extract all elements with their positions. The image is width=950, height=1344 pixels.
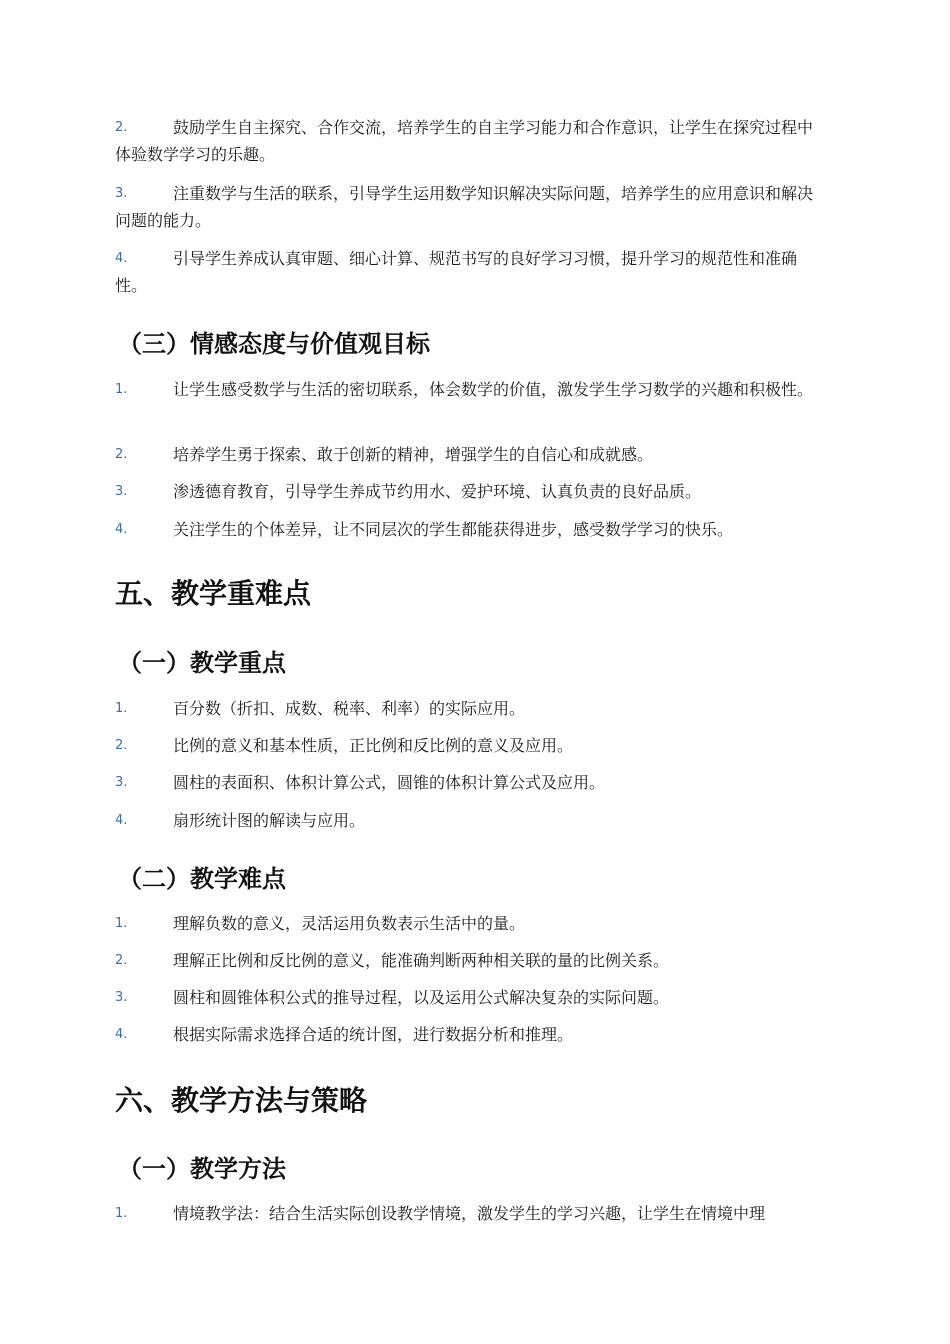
list-number: 2. (115, 953, 128, 968)
chapter-heading: 六、教学方法与策略 (115, 1084, 368, 1117)
list-item (115, 732, 825, 759)
list-item (115, 376, 825, 403)
list-item (115, 516, 825, 543)
list-item-text: 渗透德育教育，引导学生养成节约用水、爱护环境、认真负责的良好品质。 (173, 482, 702, 501)
list-number: 4. (115, 813, 128, 828)
list-number: 3. (115, 990, 128, 1005)
chapter-heading: 五、教学重难点 (115, 577, 312, 610)
list-item-text: 情境教学法：结合生活实际创设教学情境，激发学生的学习兴趣，让学生在情境中理 (173, 1204, 766, 1223)
section-heading: （一）教学方法 (118, 1155, 286, 1183)
list-item-text: 关注学生的个体差异，让不同层次的学生都能获得进步，感受数学学习的快乐。 (173, 520, 734, 539)
list-number: 2. (115, 738, 128, 753)
list-item-text: 注重数学与生活的联系，引导学生运用数学知识解决实际问题，培养学生的应用意识和解决问题的能力。 (115, 184, 814, 230)
list-item (115, 180, 825, 234)
list-item (115, 245, 825, 299)
list-number: 3. (115, 186, 128, 201)
list-item-text: 让学生感受数学与生活的密切联系，体会数学的价值，激发学生学习数学的兴趣和积极性。 (173, 380, 814, 399)
list-item-text: 比例的意义和基本性质，正比例和反比例的意义及应用。 (173, 736, 574, 755)
list-item-text: 理解正比例和反比例的意义，能准确判断两种相关联的量的比例关系。 (173, 951, 670, 970)
section-heading: （二）教学难点 (118, 865, 286, 893)
list-number: 1. (115, 1206, 128, 1221)
list-number: 1. (115, 916, 128, 931)
list-item-text: 引导学生养成认真审题、细心计算、规范书写的良好学习习惯，提升学习的规范性和准确性。 (115, 249, 798, 295)
list-number: 4. (115, 1027, 128, 1042)
list-number: 1. (115, 382, 128, 397)
list-item (115, 695, 825, 722)
list-item (115, 441, 825, 468)
list-item-text: 圆柱的表面积、体积计算公式，圆锥的体积计算公式及应用。 (173, 773, 606, 792)
list-number: 1. (115, 701, 128, 716)
list-item (115, 769, 825, 796)
list-number: 2. (115, 120, 128, 135)
list-item (115, 984, 825, 1011)
list-item (115, 478, 825, 505)
list-number: 4. (115, 522, 128, 537)
list-item (115, 947, 825, 974)
list-item-text: 鼓励学生自主探究、合作交流，培养学生的自主学习能力和合作意识，让学生在探究过程中体验数学学习的乐趣。 (115, 118, 814, 164)
section-heading: （三）情感态度与价值观目标 (118, 330, 430, 358)
list-item-text: 百分数（折扣、成数、税率、利率）的实际应用。 (173, 699, 526, 718)
list-item (115, 807, 825, 834)
list-item (115, 1021, 825, 1048)
section-heading: （一）教学重点 (118, 649, 286, 677)
list-number: 4. (115, 251, 128, 266)
list-number: 3. (115, 775, 128, 790)
list-number: 2. (115, 447, 128, 462)
list-number: 3. (115, 484, 128, 499)
list-item (115, 114, 825, 168)
list-item-text: 根据实际需求选择合适的统计图，进行数据分析和推理。 (173, 1025, 574, 1044)
list-item-text: 圆柱和圆锥体积公式的推导过程，以及运用公式解决复杂的实际问题。 (173, 988, 670, 1007)
list-item (115, 1200, 825, 1227)
list-item-text: 理解负数的意义，灵活运用负数表示生活中的量。 (173, 914, 526, 933)
list-item-text: 扇形统计图的解读与应用。 (173, 811, 366, 830)
list-item (115, 910, 825, 937)
list-item-text: 培养学生勇于探索、敢于创新的精神，增强学生的自信心和成就感。 (173, 445, 654, 464)
